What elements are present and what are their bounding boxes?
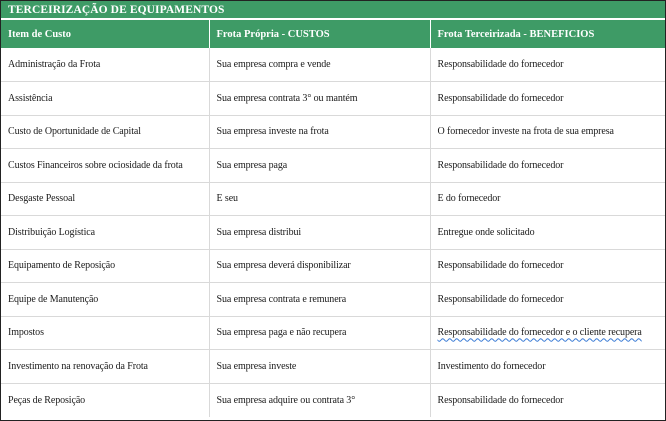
table-row	[1, 115, 665, 149]
own-fleet-cell: Sua empresa contrata 3° ou mantém	[209, 82, 430, 116]
own-fleet-cell: Sua empresa paga	[209, 149, 430, 183]
cost-item-cell: Distribuição Logística	[1, 216, 209, 250]
cost-item-cell: Custo de Oportunidade de Capital	[1, 115, 209, 149]
own-fleet-cell: Sua empresa contrata e remunera	[209, 283, 430, 317]
outsourced-fleet-cell: Responsabilidade do fornecedor	[430, 249, 665, 283]
table-title: TERCEIRIZAÇÃO DE EQUIPAMENTOS	[1, 1, 665, 19]
own-fleet-cell: Sua empresa deverá disponibilizar	[209, 249, 430, 283]
outsourced-fleet-cell: Responsabilidade do fornecedor	[430, 383, 665, 417]
outsourced-fleet-cell: E do fornecedor	[430, 182, 665, 216]
table-row	[1, 283, 665, 317]
table-row	[1, 316, 665, 350]
table-row	[1, 82, 665, 116]
cost-item-cell: Equipamento de Reposição	[1, 249, 209, 283]
own-fleet-cell: Sua empresa investe na frota	[209, 115, 430, 149]
table-row	[1, 149, 665, 183]
cost-item-cell: Peças de Reposição	[1, 383, 209, 417]
table-row	[1, 216, 665, 250]
cost-item-cell: Desgaste Pessoal	[1, 182, 209, 216]
outsourced-fleet-cell: Responsabilidade do fornecedor	[430, 283, 665, 317]
cost-item-cell: Assistência	[1, 82, 209, 116]
cost-item-cell: Administração da Frota	[1, 48, 209, 82]
cost-item-cell: Equipe de Manutenção	[1, 283, 209, 317]
outsourced-fleet-cell: Responsabilidade do fornecedor	[437, 59, 564, 70]
table-row	[1, 350, 665, 384]
cost-comparison-table	[1, 20, 665, 417]
spellcheck-underlined-text: Responsabilidade do fornecedor e o cliente recupera	[437, 327, 642, 339]
column-header-outsourced-fleet-benefits: Frota Terceirizada - BENEFICIOS	[430, 20, 665, 48]
own-fleet-cell: Sua empresa adquire ou contrata 3°	[209, 383, 430, 417]
own-fleet-cell: Sua empresa distribui	[209, 216, 430, 250]
cost-item-cell: Investimento na renovação da Frota	[1, 350, 209, 384]
column-header-own-fleet-costs: Frota Própria - CUSTOS	[209, 20, 430, 48]
cost-item-cell: Impostos	[1, 316, 209, 350]
own-fleet-cell: Sua empresa compra e vende	[209, 48, 430, 82]
header-row	[1, 20, 665, 48]
column-header-cost-item: Item de Custo	[1, 20, 209, 48]
outsourced-fleet-cell: Responsabilidade do fornecedor	[430, 82, 665, 116]
table-row	[1, 249, 665, 283]
own-fleet-cell: E seu	[209, 182, 430, 216]
outsourced-fleet-cell: Investimento do fornecedor	[430, 350, 665, 384]
cost-item-cell: Custos Financeiros sobre ociosidade da frota	[1, 149, 209, 183]
table-row	[1, 48, 665, 82]
outsourced-fleet-cell: Responsabilidade do fornecedor	[430, 149, 665, 183]
outsourced-fleet-cell: Entregue onde solicitado	[430, 216, 665, 250]
outsourced-fleet-cell: O fornecedor investe na frota de sua empresa	[430, 115, 665, 149]
own-fleet-cell: Sua empresa paga e não recupera	[209, 316, 430, 350]
outsourced-fleet-cell	[430, 316, 665, 350]
own-fleet-cell: Sua empresa investe	[209, 350, 430, 384]
table-row	[1, 383, 665, 417]
table-row	[1, 182, 665, 216]
